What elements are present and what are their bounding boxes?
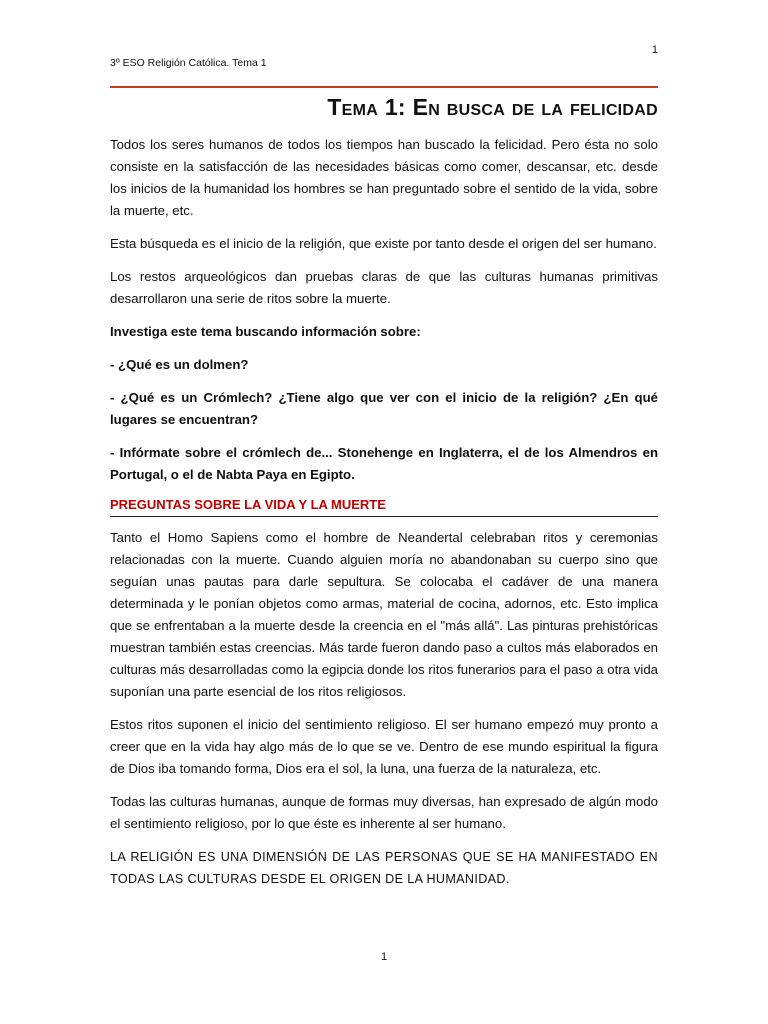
section-paragraph-1: Tanto el Homo Sapiens como el hombre de Neandertal celebraban ritos y ceremonias relacionadas con la muerte. Cuando alguien moría no abandonaban su cuerpo sino que seguían unas pautas para darle sepultura. Se colocaba el cadáver de una manera determinada y le ponían objetos como armas, material de cocina, adornos, etc. Esto implica que se enfrentaban a la muerte desde la creencia en el "más allá". Las pinturas prehistóricas muestran también estas creencias. Más tarde fueron dando paso a cultos más elaborados en culturas más desarrolladas como la egipcia donde los ritos funerarios para el paso a otra vida suponían una parte esencial de los ritos religiosos.: [110, 530, 658, 699]
section-heading: PREGUNTAS SOBRE LA VIDA Y LA MUERTE: [110, 497, 658, 517]
conclusion-paragraph: LA RELIGIÓN ES UNA DIMENSIÓN DE LAS PERSONAS QUE SE HA MANIFESTADO EN TODAS LAS CULTURAS DESDE EL ORIGEN DE LA HUMANIDAD.: [110, 850, 658, 886]
document-body: [110, 134, 658, 901]
header-page-number: 1: [651, 44, 658, 56]
header-divider: [110, 86, 658, 88]
footer-page-number: 1: [380, 951, 388, 963]
section-paragraph-3: Todas las culturas humanas, aunque de formas muy diversas, han expresado de algún modo el sentimiento religioso, por lo que éste es inherente al ser humano.: [110, 794, 658, 831]
investigation-item-sites: - Infórmate sobre el crómlech de... Stonehenge en Inglaterra, el de los Almendros en Portugal, o el de Nabta Paya en Egipto.: [110, 445, 658, 482]
running-header: 3º ESO Religión Católica. Tema 1: [110, 57, 267, 69]
intro-paragraph-2: Esta búsqueda es el inicio de la religión, que existe por tanto desde el origen del ser humano.: [110, 236, 657, 251]
intro-paragraph-3: Los restos arqueológicos dan pruebas claras de que las culturas humanas primitivas desarrollaron una serie de ritos sobre la muerte.: [110, 269, 658, 306]
investigation-item-dolmen: - ¿Qué es un dolmen?: [110, 357, 249, 372]
investigation-item-cromlech: - ¿Qué es un Crómlech? ¿Tiene algo que ver con el inicio de la religión? ¿En qué lugares se encuentran?: [110, 390, 658, 427]
section-paragraph-2: Estos ritos suponen el inicio del sentimiento religioso. El ser humano empezó muy pronto a creer que en la vida hay algo más de lo que se ve. Dentro de ese mundo espiritual la figura de Dios iba tomando forma, Dios era el sol, la luna, una fuerza de la naturaleza, etc.: [110, 717, 658, 776]
page-title: Tema 1: En busca de la felicidad: [327, 94, 658, 120]
intro-paragraph-1: Todos los seres humanos de todos los tiempos han buscado la felicidad. Pero ésta no solo consiste en la satisfacción de las necesidades básicas como comer, descansar, etc. desde los inicios de la humanidad los hombres se han preguntado sobre el sentido de la vida, sobre la muerte, etc.: [110, 137, 658, 218]
investigation-heading: Investiga este tema buscando información sobre:: [110, 324, 421, 339]
